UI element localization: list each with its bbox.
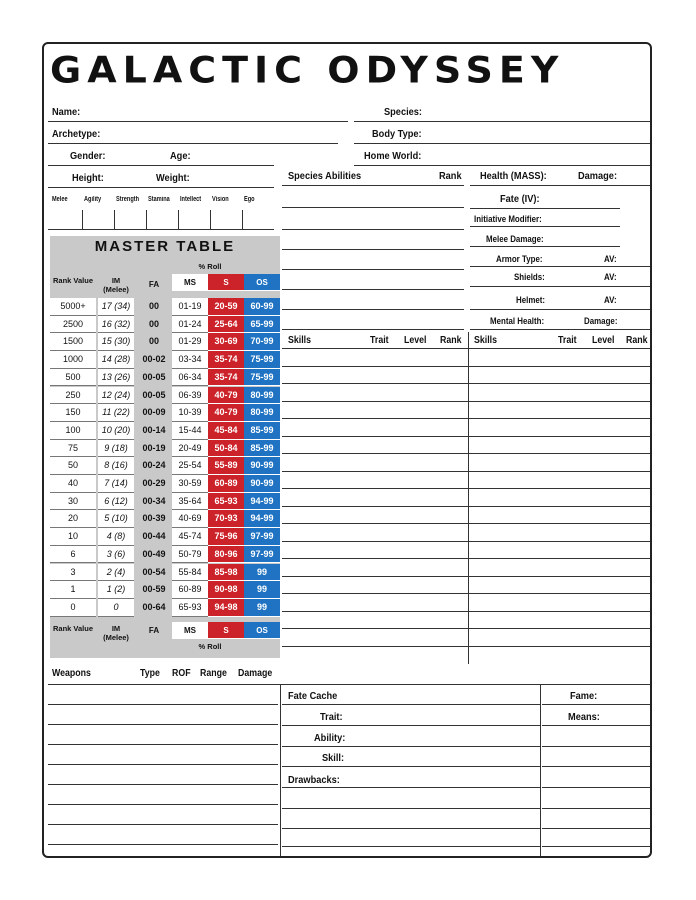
trait-label: Intellect	[180, 196, 202, 203]
gender-age-field[interactable]	[48, 165, 274, 166]
master-table-s-value: 60-89	[208, 475, 244, 493]
master-table-fa-value: 00-59	[142, 584, 166, 595]
archetype-label: Archetype:	[52, 128, 101, 140]
master-table-s-value: 94-98	[208, 599, 244, 617]
mental-health-label: Mental Health:	[490, 316, 545, 326]
master-table-fa-value: 00-14	[142, 424, 166, 435]
master-table-fa-value: 00-24	[142, 460, 166, 471]
master-table-s-value: 75-96	[208, 528, 244, 546]
master-table-rank-value: 2500	[50, 316, 96, 334]
weapon-line[interactable]	[48, 744, 278, 745]
weapons-divider	[280, 684, 281, 856]
rank-header-top: Rank Value	[52, 276, 94, 285]
weapon-line[interactable]	[48, 724, 278, 725]
master-table-os-value: 65-99	[244, 316, 280, 334]
species-field[interactable]	[354, 121, 650, 122]
fa-header-bottom: FA	[148, 626, 160, 635]
skill-line[interactable]	[282, 523, 650, 524]
master-table-os-value: 99	[244, 599, 280, 617]
master-table-ms-value: 01-24	[172, 316, 208, 334]
fate-ability-label: Ability:	[314, 732, 346, 744]
master-table-fa-value: 00-02	[142, 354, 166, 365]
master-table-s-value: 35-74	[208, 351, 244, 369]
skills-divider	[468, 332, 469, 664]
master-table-rank-value: 50	[50, 457, 96, 475]
master-table-im-value: 0	[98, 599, 134, 617]
master-table-rank-value: 1500	[50, 333, 96, 351]
s-header-bottom: S	[208, 622, 244, 639]
fame-line[interactable]	[542, 746, 650, 747]
skills-header: Skills	[474, 335, 498, 346]
shields-av-label: AV:	[604, 272, 617, 282]
master-table-os-value: 94-99	[244, 493, 280, 511]
fate-cache-line[interactable]	[282, 704, 540, 705]
master-table-rank-value: 500	[50, 369, 96, 387]
master-table-rank-value: 250	[50, 387, 96, 405]
trait-label: Ego	[244, 196, 255, 203]
weapon-line[interactable]	[48, 764, 278, 765]
master-table-im-value: 2 (4)	[98, 564, 134, 582]
master-table-im-value: 4 (8)	[98, 528, 134, 546]
master-table-ms-value: 01-19	[172, 298, 208, 316]
skill-line[interactable]	[282, 348, 650, 349]
master-table-ms-value: 65-93	[172, 599, 208, 617]
weapons-header: Weapons	[52, 668, 91, 679]
master-table-fa-value: 00-54	[142, 566, 166, 577]
master-table-im-value: 13 (26)	[98, 369, 134, 387]
fate-cache-line[interactable]	[282, 808, 540, 809]
fame-line[interactable]	[542, 704, 650, 705]
master-table-s-value: 40-79	[208, 404, 244, 422]
skill-line[interactable]	[282, 628, 650, 629]
master-table-rank-value: 30	[50, 493, 96, 511]
master-table-im-value: 12 (24)	[98, 387, 134, 405]
initiative-line[interactable]	[470, 226, 620, 227]
weapons-header: Damage	[238, 668, 273, 679]
home-world-label: Home World:	[364, 150, 422, 162]
master-table-s-value: 70-93	[208, 510, 244, 528]
fame-divider	[540, 684, 541, 856]
mental-damage-label: Damage:	[584, 316, 618, 326]
health-label: Health (MASS):	[480, 170, 547, 182]
master-table-s-value: 25-64	[208, 316, 244, 334]
species-abilities-label: Species Abilities	[288, 170, 362, 182]
master-table-fa-value: 00	[148, 301, 159, 311]
skills-header: Trait	[370, 335, 389, 346]
master-table-rank-value: 1	[50, 581, 96, 599]
archetype-field[interactable]	[48, 143, 338, 144]
armor-line[interactable]	[470, 266, 650, 267]
master-table-s-value: 90-98	[208, 581, 244, 599]
master-table-ms-value: 06-39	[172, 387, 208, 405]
skill-line[interactable]	[282, 593, 650, 594]
weapon-line[interactable]	[48, 784, 278, 785]
master-table-os-value: 94-99	[244, 510, 280, 528]
shields-line[interactable]	[470, 286, 650, 287]
master-table-ms-value: 40-69	[172, 510, 208, 528]
skill-line[interactable]	[282, 436, 650, 437]
master-table-os-value: 97-99	[244, 546, 280, 564]
s-header-top: S	[208, 274, 244, 291]
master-table-im-value: 11 (22)	[98, 404, 134, 422]
master-table-s-value: 85-98	[208, 564, 244, 582]
fate-cache-line[interactable]	[282, 787, 540, 788]
fame-line[interactable]	[542, 725, 650, 726]
fate-cache-line[interactable]	[282, 725, 540, 726]
skill-line[interactable]	[282, 541, 650, 542]
master-table-im-value: 3 (6)	[98, 546, 134, 564]
master-table-ms-value: 60-89	[172, 581, 208, 599]
master-table-fa-value: 00-44	[142, 531, 166, 542]
master-table-os-value: 85-99	[244, 440, 280, 458]
master-table-ms-value: 50-79	[172, 546, 208, 564]
master-table-os-value: 70-99	[244, 333, 280, 351]
species-ability-line[interactable]	[282, 207, 464, 208]
master-table-os-value: 90-99	[244, 475, 280, 493]
fate-cache-line[interactable]	[282, 828, 540, 829]
damage-label: Damage:	[578, 170, 618, 182]
skill-line[interactable]	[282, 506, 650, 507]
im-header-bottom: IM (Melee)	[103, 624, 129, 642]
means-label: Means:	[568, 711, 600, 723]
master-table-ms-value: 25-54	[172, 457, 208, 475]
trait-divider	[178, 210, 179, 229]
skills-header: Rank	[626, 335, 648, 346]
species-ability-line[interactable]	[282, 249, 464, 250]
master-table-rank-value: 40	[50, 475, 96, 493]
master-table-ms-value: 35-64	[172, 493, 208, 511]
master-table-os-value: 99	[244, 564, 280, 582]
trait-label: Melee	[52, 196, 68, 203]
master-table-rank-value: 5000+	[50, 298, 96, 316]
body-type-field[interactable]	[354, 143, 650, 144]
shields-label: Shields:	[514, 272, 545, 282]
master-table-fa-value: 00-49	[142, 548, 166, 559]
skill-line[interactable]	[282, 383, 650, 384]
master-table-s-value: 40-79	[208, 387, 244, 405]
fate-label: Fate (IV):	[500, 193, 540, 205]
weight-label: Weight:	[156, 172, 190, 184]
master-table	[50, 236, 280, 658]
helmet-label: Helmet:	[516, 295, 546, 305]
trait-divider	[210, 210, 211, 229]
master-table-fa-value: 00	[148, 318, 159, 329]
master-table-im-value: 15 (30)	[98, 333, 134, 351]
master-table-ms-value: 03-34	[172, 351, 208, 369]
fate-skill-label: Skill:	[322, 752, 345, 764]
fame-line[interactable]	[542, 766, 650, 767]
name-field[interactable]	[48, 121, 348, 122]
trait-label: Strength	[116, 196, 140, 203]
trait-divider	[82, 210, 83, 229]
helmet-line[interactable]	[470, 309, 650, 310]
ms-header-bottom: MS	[172, 622, 208, 639]
master-table-rank-value: 150	[50, 404, 96, 422]
master-table-rank-value: 0	[50, 599, 96, 617]
master-table-fa-value: 00	[148, 336, 159, 347]
fame-label: Fame:	[570, 690, 598, 702]
species-ability-line[interactable]	[282, 185, 464, 186]
master-table-fa-value: 00-39	[142, 513, 166, 524]
master-table-ms-value: 20-49	[172, 440, 208, 458]
master-table-s-value: 45-84	[208, 422, 244, 440]
melee-damage-line[interactable]	[470, 246, 620, 247]
height-weight-field[interactable]	[48, 187, 274, 188]
age-label: Age:	[170, 150, 191, 162]
weapons-header: ROF	[172, 668, 191, 679]
master-table-rank-value: 10	[50, 528, 96, 546]
master-table-os-value: 97-99	[244, 528, 280, 546]
weapons-header-line	[48, 684, 650, 685]
fame-line[interactable]	[542, 808, 650, 809]
skills-header: Skills	[288, 335, 312, 346]
master-table-ms-value: 55-84	[172, 564, 208, 582]
trait-label: Stamina	[148, 196, 170, 203]
fate-cache-label: Fate Cache	[288, 690, 338, 702]
trait-divider	[242, 210, 243, 229]
os-header-top: OS	[244, 274, 280, 291]
roll-label-top: % Roll	[198, 262, 222, 271]
fate-cache-line[interactable]	[282, 846, 540, 847]
sheet-title: GALACTIC ODYSSEY	[50, 49, 565, 91]
master-table-s-value: 65-93	[208, 493, 244, 511]
fate-line[interactable]	[470, 208, 620, 209]
skills-header: Level	[404, 335, 427, 346]
trait-label: Agility	[84, 196, 102, 203]
master-table-fa-value: 00-34	[142, 495, 166, 506]
fate-cache-line[interactable]	[282, 746, 540, 747]
weapon-line[interactable]	[48, 824, 278, 825]
master-table-fa-value: 00-09	[142, 407, 166, 418]
master-table-im-value: 7 (14)	[98, 475, 134, 493]
master-table-title: MASTER TABLE	[94, 238, 236, 255]
skill-line[interactable]	[282, 366, 650, 367]
mental-health-line[interactable]	[470, 329, 650, 330]
gender-label: Gender:	[70, 150, 106, 162]
name-label: Name:	[52, 106, 81, 118]
master-table-fa-value: 00-05	[142, 371, 166, 382]
fate-trait-label: Trait:	[320, 711, 343, 723]
master-table-os-value: 60-99	[244, 298, 280, 316]
skill-line[interactable]	[282, 401, 650, 402]
master-table-im-value: 5 (10)	[98, 510, 134, 528]
skill-line[interactable]	[282, 488, 650, 489]
master-table-ms-value: 01-29	[172, 333, 208, 351]
weapons-header: Range	[200, 668, 227, 679]
skill-line[interactable]	[282, 558, 650, 559]
master-table-os-value: 80-99	[244, 404, 280, 422]
fame-line[interactable]	[542, 787, 650, 788]
master-table-os-value: 80-99	[244, 387, 280, 405]
master-table-ms-value: 10-39	[172, 404, 208, 422]
species-ability-line[interactable]	[282, 229, 464, 230]
master-table-os-value: 75-99	[244, 369, 280, 387]
master-table-im-value: 10 (20)	[98, 422, 134, 440]
body-type-label: Body Type:	[372, 128, 422, 140]
master-table-im-value: 8 (16)	[98, 457, 134, 475]
species-ability-line[interactable]	[282, 269, 464, 270]
weapon-line[interactable]	[48, 844, 278, 845]
health-line[interactable]	[470, 185, 650, 186]
trait-label: Vision	[212, 196, 229, 203]
master-table-rank-value: 1000	[50, 351, 96, 369]
im-header-top: IM (Melee)	[103, 276, 129, 294]
master-table-rank-value: 3	[50, 564, 96, 582]
skills-header: Trait	[558, 335, 577, 346]
master-table-im-value: 16 (32)	[98, 316, 134, 334]
character-sheet	[42, 42, 652, 858]
master-table-rank-value: 20	[50, 510, 96, 528]
traits-bottom-line	[48, 229, 274, 230]
initiative-label: Initiative Modifier:	[474, 214, 542, 224]
master-table-ms-value: 06-34	[172, 369, 208, 387]
master-table-s-value: 30-69	[208, 333, 244, 351]
weapons-header: Type	[140, 668, 160, 679]
master-table-s-value: 80-96	[208, 546, 244, 564]
master-table-im-value: 9 (18)	[98, 440, 134, 458]
rank-header-bottom: Rank Value	[52, 624, 94, 633]
weapon-line[interactable]	[48, 704, 278, 705]
species-ability-line[interactable]	[282, 289, 464, 290]
skill-line[interactable]	[282, 418, 650, 419]
helmet-av-label: AV:	[604, 295, 617, 305]
master-table-ms-value: 15-44	[172, 422, 208, 440]
master-table-im-value: 1 (2)	[98, 581, 134, 599]
master-table-ms-value: 45-74	[172, 528, 208, 546]
master-table-fa-value: 00-05	[142, 389, 166, 400]
roll-label-bottom: % Roll	[198, 642, 222, 651]
armor-av-label: AV:	[604, 254, 617, 264]
skill-line[interactable]	[282, 471, 650, 472]
weapon-line[interactable]	[48, 804, 278, 805]
master-table-rank-value: 75	[50, 440, 96, 458]
home-world-field[interactable]	[354, 165, 650, 166]
master-table-fa-value: 00-19	[142, 442, 166, 453]
fate-cache-line[interactable]	[282, 766, 540, 767]
species-rank-label: Rank	[439, 170, 462, 182]
fame-line[interactable]	[542, 846, 650, 847]
os-header-bottom: OS	[244, 622, 280, 639]
master-table-rank-value: 100	[50, 422, 96, 440]
trait-divider	[114, 210, 115, 229]
species-label: Species:	[384, 106, 423, 118]
master-table-ms-value: 30-59	[172, 475, 208, 493]
master-table-fa-value: 00-64	[142, 601, 166, 612]
master-table-os-value: 99	[244, 581, 280, 599]
skill-line[interactable]	[282, 576, 650, 577]
melee-damage-label: Melee Damage:	[486, 234, 544, 244]
height-label: Height:	[72, 172, 104, 184]
skill-line[interactable]	[282, 646, 650, 647]
master-table-fa-value: 00-29	[142, 478, 166, 488]
master-table-s-value: 55-89	[208, 457, 244, 475]
master-table-rank-value: 6	[50, 546, 96, 564]
species-ability-line[interactable]	[282, 329, 464, 330]
master-table-s-value: 50-84	[208, 440, 244, 458]
master-table-im-value: 6 (12)	[98, 493, 134, 511]
species-ability-line[interactable]	[282, 309, 464, 310]
skills-header: Level	[592, 335, 615, 346]
master-table-os-value: 90-99	[244, 457, 280, 475]
master-table-im-value: 14 (28)	[98, 351, 134, 369]
master-table-s-value: 20-59	[208, 298, 244, 316]
master-table-os-value: 85-99	[244, 422, 280, 440]
skill-line[interactable]	[282, 611, 650, 612]
master-table-im-value: 17 (34)	[98, 298, 134, 316]
master-table-s-value: 35-74	[208, 369, 244, 387]
ms-header-top: MS	[172, 274, 208, 291]
fame-line[interactable]	[542, 828, 650, 829]
skills-header: Rank	[440, 335, 462, 346]
drawbacks-label: Drawbacks:	[288, 774, 340, 786]
armor-type-label: Armor Type:	[496, 254, 543, 264]
trait-divider	[146, 210, 147, 229]
master-table-os-value: 75-99	[244, 351, 280, 369]
skill-line[interactable]	[282, 453, 650, 454]
fa-header-top: FA	[148, 280, 160, 289]
